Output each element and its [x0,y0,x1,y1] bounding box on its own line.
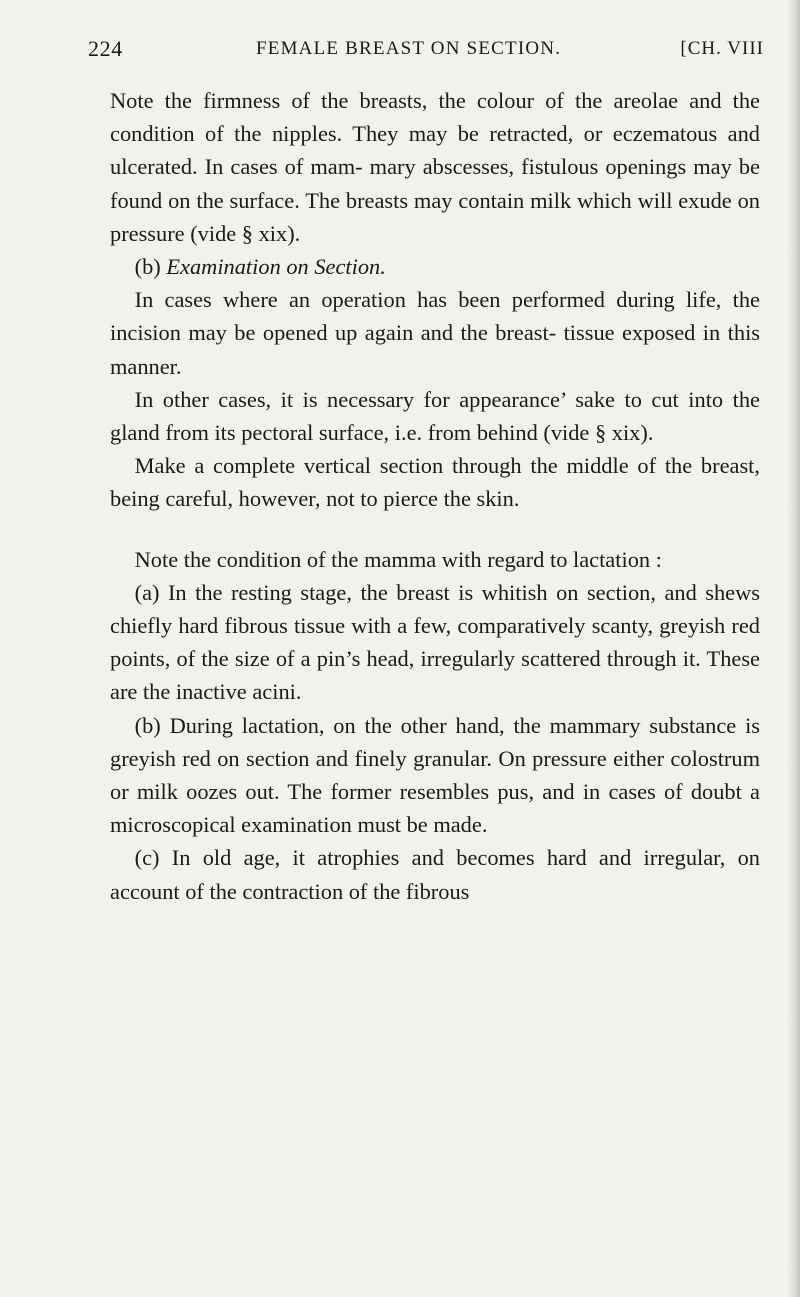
body-text [110,84,760,908]
section-label: (b) [134,254,161,280]
paragraph-other-cases: In other cases, it is necessary for appearance’ sake to cut into the gland from its pectoral surface, i.e. from behind (vide § xix). [110,386,760,446]
page-edge-shadow [786,0,800,1297]
page-number: 224 [88,36,123,61]
paragraph-external-examination: Note the firmness of the breasts, the colour of the areolae and the condition of the nipples. They may be retracted, or eczematous and ulcerated. In cases of mam- mary abscesses, fistulous openings may be found on the surface. The breasts may contain milk which will exude on pressure (vide § xix). [110,88,760,246]
item-label-b: (b) [134,712,161,738]
running-title: FEMALE BREAST ON SECTION. [256,38,562,59]
paragraph-lactation: Note the condition of the mamma with regard to lactation : [134,546,662,572]
paragraph-during-lactation [110,709,760,842]
paragraph-operation: In cases where an operation has been performed during life, the incision may be opened up again and the breast- tissue exposed in this manner. [110,287,760,379]
paragraph-old-age [110,841,760,907]
section-heading-text: Examination on Section. [166,254,386,280]
item-label-c: (c) [134,845,160,871]
item-text-a: In the resting stage, the breast is whitish on section, and shews chiefly hard fibrous tissue with a few, comparatively scanty, greyish red points, of the size of a pin’s head, irregularly scattered through it. These are the inactive acini. [110,579,760,705]
chapter-marker: [CH. VIII [680,38,764,59]
paragraph-vertical-section: Make a complete vertical section through the middle of the breast, being careful, however, not to pierce the skin. [110,453,760,512]
paragraph-resting-stage [110,576,760,709]
item-text-b: During lactation, on the other hand, the mammary substance is greyish red on section and finely granular. On pressure either colostrum or milk oozes out. The former resembles pus, and in cases of doubt a microscopical examination must be made. [110,712,760,838]
item-text-c: In old age, it atrophies and becomes hard and irregular, on account of the contraction of the fibrous [110,845,760,904]
section-heading [110,250,760,283]
page-header [88,36,764,70]
item-label-a: (a) [134,579,160,605]
